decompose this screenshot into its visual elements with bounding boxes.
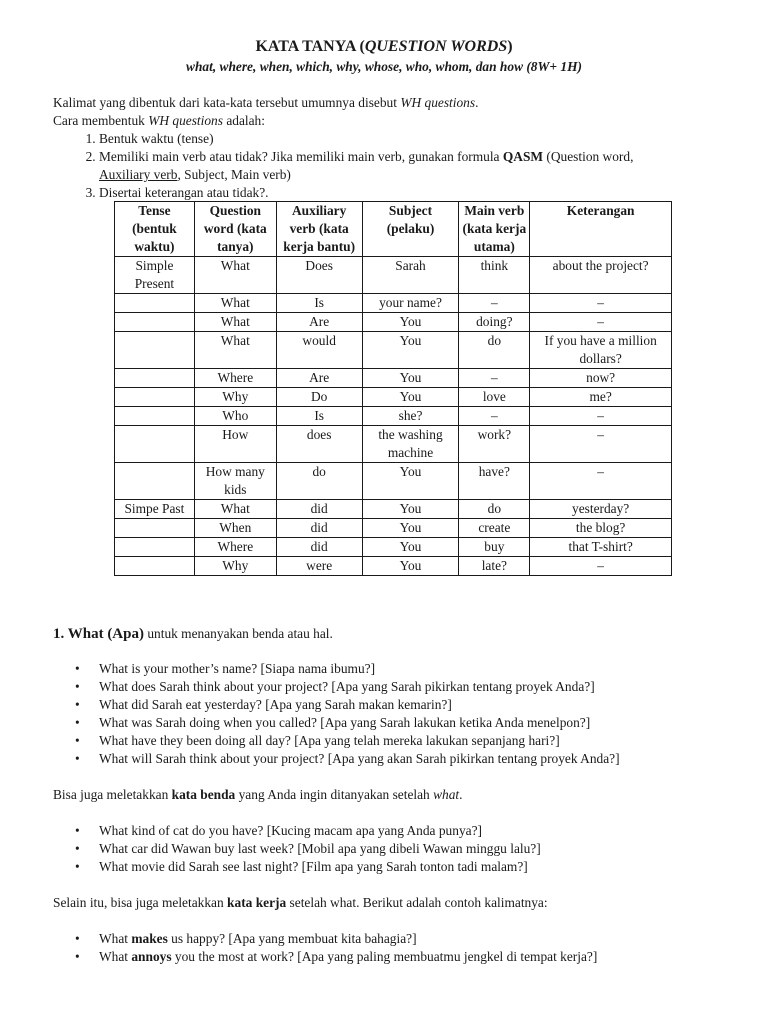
table-cell: What — [194, 313, 276, 332]
step-2: 2. Memiliki main verb atau tidak? Jika memiliki main verb, gunakan formula QASM (Question word, Auxiliary verb, Subject, Main verb) — [99, 148, 733, 184]
table-cell: would — [276, 332, 362, 369]
title-italic: QUESTION WORDS — [364, 38, 508, 55]
table-cell: Simpe Past — [115, 500, 195, 519]
table-header-row — [115, 202, 672, 257]
table-cell: – — [530, 463, 672, 500]
table-cell: work? — [459, 426, 530, 463]
table-cell: Sarah — [362, 257, 459, 294]
table-cell: do — [276, 463, 362, 500]
list-item: • What annoys you the most at work? [Apa yang paling membuatmu jengkel di tempat kerja?] — [99, 948, 743, 966]
verb-examples-list — [53, 930, 743, 966]
table-cell: – — [530, 557, 672, 576]
table-cell: How — [194, 426, 276, 463]
list-item: • What is your mother’s name? [Siapa nama ibumu?] — [99, 660, 743, 678]
list-item: • What does Sarah think about your project? [Apa yang Sarah pikirkan tentang proyek Anda?] — [99, 678, 743, 696]
table-row — [115, 519, 672, 538]
table-row — [115, 369, 672, 388]
table-cell: did — [276, 538, 362, 557]
table-cell: the washing machine — [362, 426, 459, 463]
table-header-cell: Keterangan — [530, 202, 672, 257]
list-item: • What was Sarah doing when you called? [Apa yang Sarah lakukan ketika Anda menelpon?] — [99, 714, 743, 732]
list-item: • What makes us happy? [Apa yang membuat kita bahagia?] — [99, 930, 743, 948]
table-cell: You — [362, 369, 459, 388]
question-words-table — [114, 201, 672, 576]
table-cell: Do — [276, 388, 362, 407]
table-cell: What — [194, 257, 276, 294]
table-cell: What — [194, 332, 276, 369]
table-cell: Where — [194, 538, 276, 557]
table-cell: Why — [194, 388, 276, 407]
step-3: 3. Disertai keterangan atau tidak?. — [99, 184, 733, 202]
table-cell: Is — [276, 294, 362, 313]
table-cell: did — [276, 500, 362, 519]
table-cell — [115, 407, 195, 426]
noun-examples-list — [53, 822, 743, 876]
table-header-cell: Tense (bentuk waktu) — [115, 202, 195, 257]
table-cell: about the project? — [530, 257, 672, 294]
intro-section — [53, 94, 733, 202]
table-cell: buy — [459, 538, 530, 557]
table-cell: – — [530, 294, 672, 313]
table-cell: now? — [530, 369, 672, 388]
table-cell: do — [459, 500, 530, 519]
table-cell: What — [194, 500, 276, 519]
page-subtitle: what, where, when, which, why, whose, who, whom, dan how (8W+ 1H) — [186, 59, 582, 74]
table-header-cell: Question word (kata tanya) — [194, 202, 276, 257]
paragraph-noun: Bisa juga meletakkan kata benda yang Anda ingin ditanyakan setelah what. — [53, 787, 463, 802]
table-row — [115, 407, 672, 426]
table-cell: When — [194, 519, 276, 538]
table-cell: – — [530, 313, 672, 332]
table-header-cell: Auxiliary verb (kata kerja bantu) — [276, 202, 362, 257]
table-cell: me? — [530, 388, 672, 407]
table-row — [115, 332, 672, 369]
table-body — [115, 257, 672, 576]
table-row — [115, 463, 672, 500]
table-cell: doing? — [459, 313, 530, 332]
table-cell: Why — [194, 557, 276, 576]
step-1: 1. Bentuk waktu (tense) — [99, 130, 733, 148]
table-cell — [115, 557, 195, 576]
table-cell: create — [459, 519, 530, 538]
table-cell: Who — [194, 407, 276, 426]
section-heading: 1. What (Apa) untuk menanyakan benda atau hal. — [53, 626, 333, 642]
section-what — [53, 625, 743, 966]
table-cell: You — [362, 332, 459, 369]
examples-list — [53, 660, 743, 768]
list-item: • What movie did Sarah see last night? [Film apa yang Sarah tonton tadi malam?] — [99, 858, 743, 876]
table-row — [115, 538, 672, 557]
table-cell: think — [459, 257, 530, 294]
table-cell: You — [362, 538, 459, 557]
table-cell — [115, 294, 195, 313]
table-cell: did — [276, 519, 362, 538]
table-row — [115, 388, 672, 407]
table-cell: – — [459, 369, 530, 388]
table-row — [115, 294, 672, 313]
table-cell: were — [276, 557, 362, 576]
table-cell: – — [530, 426, 672, 463]
table-cell: Where — [194, 369, 276, 388]
table-cell: that T-shirt? — [530, 538, 672, 557]
table-cell: What — [194, 294, 276, 313]
page-title: KATA TANYA (QUESTION WORDS) — [255, 38, 513, 55]
list-item: • What kind of cat do you have? [Kucing macam apa yang Anda punya?] — [99, 822, 743, 840]
paragraph-verb: Selain itu, bisa juga meletakkan kata kerja setelah what. Berikut adalah contoh kalimatnya: — [53, 895, 548, 910]
table-cell — [115, 538, 195, 557]
table-cell: she? — [362, 407, 459, 426]
table-cell — [115, 426, 195, 463]
table-cell: You — [362, 519, 459, 538]
table-row — [115, 426, 672, 463]
table-cell: You — [362, 313, 459, 332]
list-item: • What have they been doing all day? [Apa yang telah mereka lakukan sepanjang hari?] — [99, 732, 743, 750]
table-cell — [115, 332, 195, 369]
steps-list — [53, 130, 733, 202]
table-cell: have? — [459, 463, 530, 500]
table-cell: If you have a million dollars? — [530, 332, 672, 369]
table-header-cell: Main verb (kata kerja utama) — [459, 202, 530, 257]
table-cell — [115, 519, 195, 538]
list-item: • What car did Wawan buy last week? [Mobil apa yang dibeli Wawan minggu lalu?] — [99, 840, 743, 858]
table-cell: You — [362, 388, 459, 407]
table-cell: – — [530, 407, 672, 426]
table-cell: late? — [459, 557, 530, 576]
table-cell: Simple Present — [115, 257, 195, 294]
table-cell — [115, 313, 195, 332]
table-row — [115, 557, 672, 576]
table-cell: How many kids — [194, 463, 276, 500]
table-cell: the blog? — [530, 519, 672, 538]
table-cell: Are — [276, 313, 362, 332]
intro-line-1: Kalimat yang dibentuk dari kata-kata tersebut umumnya disebut WH questions. — [53, 95, 479, 110]
table-cell — [115, 369, 195, 388]
table-cell: – — [459, 294, 530, 313]
list-item: • What will Sarah think about your project? [Apa yang akan Sarah pikirkan tentang proyek Anda?] — [99, 750, 743, 768]
intro-line-2: Cara membentuk WH questions adalah: — [53, 113, 265, 128]
table-cell: does — [276, 426, 362, 463]
table-cell: – — [459, 407, 530, 426]
table-cell: Does — [276, 257, 362, 294]
list-item: • What did Sarah eat yesterday? [Apa yang Sarah makan kemarin?] — [99, 696, 743, 714]
table-cell: You — [362, 500, 459, 519]
table-cell: You — [362, 463, 459, 500]
table-cell — [115, 463, 195, 500]
table-cell: Are — [276, 369, 362, 388]
table-cell: Is — [276, 407, 362, 426]
table-row — [115, 313, 672, 332]
table-row — [115, 257, 672, 294]
table-row — [115, 500, 672, 519]
table-cell: do — [459, 332, 530, 369]
table-cell — [115, 388, 195, 407]
table-header-cell: Subject (pelaku) — [362, 202, 459, 257]
table-cell: love — [459, 388, 530, 407]
table-cell: your name? — [362, 294, 459, 313]
table-cell: You — [362, 557, 459, 576]
table-cell: yesterday? — [530, 500, 672, 519]
